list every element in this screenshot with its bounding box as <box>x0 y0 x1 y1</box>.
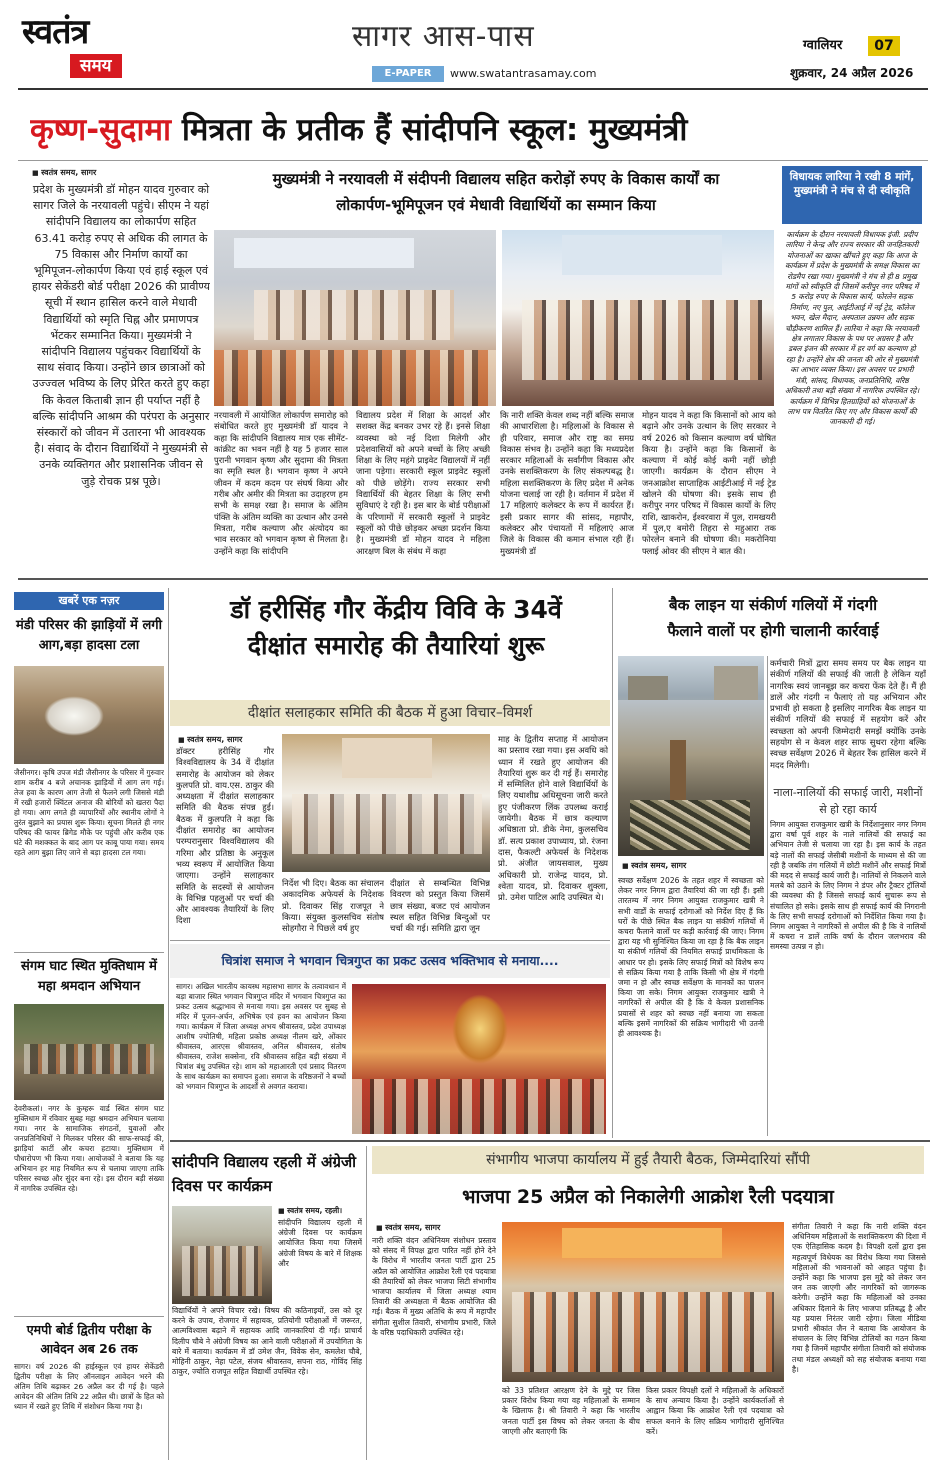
lead-subhead-line2: लोकार्पण-भूमिपूजन एवं मेधावी विद्यार्थियों का सम्मान किया <box>336 196 656 214</box>
page-number: 07 <box>868 36 900 56</box>
lead-photo-stage <box>214 230 496 406</box>
issue-date: शुक्रवार, 24 अप्रैल 2026 <box>790 66 914 80</box>
bjp-headline-1: संभागीय भाजपा कार्यालय में हुई तैयारी बैठक, जिम्मेदारियां सौंपी <box>372 1146 924 1174</box>
lead-photo-award <box>502 230 774 406</box>
section-title: सागर आस-पास <box>352 19 535 54</box>
bjp-headline-2: भाजपा 25 अप्रैल को निकालेगी आक्रोश रैली पदयात्रा <box>462 1186 834 1208</box>
cleanliness-left-col: स्वच्छ सर्वेक्षण 2026 के तहत शहर में स्वच्छता को लेकर नगर निगम द्वारा तैयारियां की जा रही हैं। इसी तारतम्य में नगर निगम आयुक्त राजकुमार खत्री ने सभी वार्डों के सफाई दरोगाओं को निर्देश दिए हैं कि घरों के पीछे स्थित बैक लाइन या संकीर्ण गलियों में कचरा फैलाने वालों पर कड़ी कार्रवाई की जाए। निगम द्वारा यह भी सुनिश्चित किया जा रहा है कि बैक लाइन या संकीर्ण गलियों की नियमित सफाई प्राथमिकता के आधार पर हो। इसके लिए सफाई मित्रों को विशेष रूप से सक्रिय किया गया है ताकि किसी भी क्षेत्र में गंदगी जमा न हो और स्वच्छ सर्वेक्षण के मानकों का पालन किया जा सके। निगम आयुक्त राजकुमार खत्री ने नागरिकों से अपील की है कि वे केवल प्रशासनिक प्रयासों से शहर को स्वच्छ नहीं बनाया जा सकता बल्कि इसमें नागरिकों की सक्रिय भागीदारी भी उतनी ही आवश्यक है। <box>618 876 764 1039</box>
left-col-rule <box>168 588 169 1460</box>
sidebar-body: कार्यक्रम के दौरान नरयावली विधायक इंजी. प्रदीप लारिया ने केन्द्र और राज्य सरकार की जनहितकारी योजनाओं का खाका खींचते हुए कहा कि आज के कार्यक्रम में प्रदेश के मुख्यमंत्री के समक्ष विकास का रोडमैप रखा गया। मुख्यमंत्री ने मंच से ही 8 प्रमुख मांगों को स्वीकृति दी जिसमें करीपुर नगर परिषद में 5 करोड़ रुपए के विकास कार्य, फोरलेन सड़क निर्माण, नए पुल, आईटीआई में नई ट्रेड, कॉलेज भवन, खेल मैदान, अस्पताल उन्नयन और सड़क चौड़ीकरण शामिल हैं। लारिया ने कहा कि नरयावली क्षेत्र लगातार विकास के पथ पर अग्रसर है और डबल इंजन की सरकार में हर वर्ग का कल्याण हो रहा है। उन्होंने क्षेत्र की जनता की ओर से मुख्यमंत्री का आभार व्यक्त किया। इस अवसर पर प्रभारी मंत्री, सांसद, विधायक, जनप्रतिनिधि, वरिष्ठ अधिकारी तथा बड़ी संख्या में नागरिक उपस्थित रहे। कार्यक्रम में विभिन्न हितग्राहियों को योजनाओं के लाभ पत्र वितरित किए गए और विकास कार्यों की जानकारी दी गई। <box>784 230 920 427</box>
brief-1-body: जैसीनगर। कृषि उपज मंडी जैसीनगर के परिसर में गुरुवार शाम करीब 4 बजे अचानक झाड़ियों में आग लग गई। तेज हवा के कारण आग तेजी से फैलने लगी जिससे मंडी में रखी हजारों क्विंटल अनाज की बोरियों को खतरा पैदा हो गया। आग लगते ही व्यापारियों और स्थानीय लोगों ने तुरंत बुझाने का प्रयास शुरू किया। सूचना मिलते ही नगर परिषद की फायर ब्रिगेड मौके पर पहुंची और करीब एक घंटे की मशक्कत के बाद आग पर काबू पाया गया। समय रहते आग बुझा लिए जाने से बड़ा हादसा टल गया। <box>14 768 164 857</box>
english-day-byline: ■ स्वतंत्र समय, रहली। <box>278 1206 342 1216</box>
lead-col-2: विद्यालय प्रदेश में शिक्षा के आदर्श और सशक्त केंद्र बनकर उभर रहे हैं। इनसे शिक्षा व्यवस्था को नई दिशा मिलेगी और प्रदेशवासियों को अपने बच्चों के लिए अच्छी शिक्षा के लिए महंगे प्राइवेट विद्यालयों में नहीं जाना पड़ेगा। सरकारी स्कूल प्राइवेट स्कूलों को पीछे छोड़ेंगे। राज्य सरकार सभी विद्यार्थियों की बेहतर शिक्षा के लिए सभी सुविधाएं दे रही है। इस बार के बोर्ड परीक्षाओं के परिणामों में सरकारी स्कूलों ने प्राइवेट स्कूलों को पीछे छोड़कर अच्छा प्रदर्शन किया है। मुख्यमंत्री डॉ मोहन यादव ने महिला आरक्षण बिल के संबंध में कहा <box>356 410 490 556</box>
convocation-col-1: डॉक्टर हरीसिंह गौर विश्वविद्यालय के 34 वें दीक्षांत समारोह के आयोजन को लेकर कुलपति प्रो. वाय.एस. ठाकुर की अध्यक्षता में दीक्षांत सलाहकार समिति की बैठक संपन्न हुई। बैठक में कुलपति ने कहा कि दीक्षांत समारोह का आयोजन परम्परानुसार विश्वविद्यालय की गरिमा और प्रतिष्ठा के अनुकूल भव्य स्वरूप में आयोजित किया जाएगा। उन्होंने सलाहकार समिति के सदस्यों से आयोजन के विभिन्न पहलुओं पर चर्चा की और आवश्यक तैयारियों के लिए दिशा <box>176 746 274 926</box>
brief-rule-1 <box>14 952 164 953</box>
bjp-col-2: को 33 प्रतिशत आरक्षण देने के मुद्दे पर जिस प्रकार विरोध किया गया वह महिलाओं के सम्मान के खिलाफ है। श्री तिवारी ने कहा कि भारतीय जनता पार्टी इस विषय को लेकर जनता के बीच जाएगी और बताएगी कि <box>502 1386 640 1436</box>
convocation-rule <box>170 940 610 941</box>
lead-col-3: कि नारी शक्ति केवल शब्द नहीं बल्कि समाज की आधारशिला है। महिलाओं के विकास से ही परिवार, समाज और राष्ट्र का समग्र विकास संभव है। उन्होंने कहा कि मध्यप्रदेश सरकार महिलाओं के सर्वांगीण विकास और उनके सशक्तिकरण के लिए संकल्पबद्ध है। महिला सशक्तिकरण के लिए प्रदेश में अनेक योजना चलाई जा रही है। वर्तमान में प्रदेश में 17 महिलाएं कलेक्टर के रूप में कार्यरत हैं। इसी प्रकार सागर की सांसद, महापौर, कलेक्टर और पंचायतों में महिलाएं आज जिले के विकास की कमान संभाल रही हैं। मुख्यमंत्री डॉ <box>500 410 634 556</box>
bjp-right-col: संगीता तिवारी ने कहा कि नारी शक्ति वंदन अधिनियम महिलाओं के सशक्तिकरण की दिशा में एक ऐतिहासिक कदम है। विपक्षी दलों द्वारा इस महत्वपूर्ण विधेयक का विरोध किया गया जिससे महिलाओं की भावनाओं को आहत पहुंचा है। उन्होंने कहा कि भाजपा इस मुद्दे को लेकर जन जन तक जाएगी और नागरिकों को जागरूक करेगी। उन्होंने कहा कि महिलाओं को उनका अधिकार दिलाने के लिए भाजपा प्रतिबद्ध है और यह प्रयास निरंतर जारी रहेगा। जिला मीडिया प्रभारी श्रीकांत जैन ने बताया कि आयोजन के संचालन के लिए विभिन्न टोलियों का गठन किया गया है जिनमें महापौर संगीता तिवारी को संयोजक तथा मंडल अध्यक्षों को सह संयोजक बनाया गया है। <box>792 1222 926 1374</box>
masthead-rule <box>18 88 928 90</box>
convocation-headline <box>176 592 616 664</box>
bjp-col-3: किस प्रकार विपक्षी दलों ने महिलाओं के अधिकारों के साथ अन्याय किया है। उन्होंने कार्यकर्ताओं से आह्वान किया कि आक्रोश रैली एवं पदयात्रा को सफल बनाने के लिए सक्रिय भागीदारी सुनिश्चित करें। <box>646 1386 784 1436</box>
lead-subhead <box>218 166 774 218</box>
brief-1-headline: मंडी परिसर की झाड़ियों में लगी आग,बड़ा हादसा टला <box>16 618 162 653</box>
bjp-col-1: नारी शक्ति वंदन अधिनियम संशोधन प्रस्ताव को संसद में विपक्ष द्वारा पारित नहीं होने देने के विरोध में भारतीय जनता पार्टी द्वारा 25 अप्रैल को आयोजित आक्रोश रैली एवं पदयात्रा की तैयारियों को लेकर भाजपा सिटी संभागीय भाजपा कार्यालय में जिला अध्यक्ष श्याम तिवारी की अध्यक्षता में बैठक आयोजित की गई। बैठक में मुख्य अतिथि के रूप में महापौर संगीता सुशील तिवारी, संभागीय प्रभारी, जिले के वरिष्ठ पदाधिकारी उपस्थित रहे। <box>372 1236 496 1337</box>
english-day-body: विद्यार्थियों ने अपने विचार रखे। विषय की कठिनाइयों, उस को दूर करने के उपाय, रोजगार में सहायक, प्रतियोगी परीक्षाओं में जरूरत, आत्मविश्वास बढ़ाने में सहायक आदि जानकारियां दी गईं। प्राचार्य दिलीप चौबे ने अंग्रेजी विषय का आने वाली परीक्षाओं में उपयोगिता के बारे में बताया। कार्यक्रम में डॉ उमेश जैन, विवेक सेन, कमलेश चौबे, मोहिनी ठाकुर, नेहा पटेल, संजय श्रीवास्तव, सपना राठ, गोविंद सिंह ठाकुर, ज्योति राजपूत सहित विद्यार्थी उपस्थित रहे। <box>172 1306 362 1377</box>
convocation-col-2: माह के द्वितीय सप्ताह में आयोजन का प्रस्ताव रखा गया। इस अवधि को ध्यान में रखते हुए आयोजन की तैयारियां शुरू कर दी गई हैं। समारोह में सम्मिलित होने वाले विद्यार्थियों के लिए यथाशीघ्र अधिसूचना जारी करते हुए पंजीकरण लिंक उपलब्ध कराई जायेगी। बैठक में छात्र कल्याण अधिष्ठाता प्रो. डीके नेमा, कुलसचिव डॉ. सत्य प्रकाश उपाध्याय, प्रो. रंजना दास, फैकल्टी अफेयर्स के निदेशक प्रो. अंजीत जायसवाल, मुख्य अधिकारी प्रो. राजेन्द्र यादव, प्रो. श्वेता यादव, प्रो. दिवाकर शुक्ला, प्रो. उमेश पाटिल आदि उपस्थित थे। <box>498 734 608 903</box>
cleanliness-headline-line1: बैक लाइन या संकीर्ण गलियों में गंदगी <box>668 596 878 614</box>
bjp-photo <box>502 1222 784 1382</box>
brief-2-photo <box>14 1004 164 1100</box>
brief-3-body: सागर। वर्ष 2026 की हाईस्कूल एवं हायर सेकेंडरी द्वितीय परीक्षा के लिए ऑनलाइन आवेदन भरने की अंतिम तिथि बढ़ाकर 26 अप्रैल कर दी गई है। पहले आवेदन की अंतिम तिथि 22 अप्रैल थी। छात्रों के हित को ध्यान में रखते हुए तिथि में संशोधन किया गया है। <box>14 1362 164 1411</box>
lead-byline: ■ स्वतंत्र समय, सागर <box>32 167 96 178</box>
lead-col-4: मोहन यादव ने कहा कि किसानों को आय को बढ़ाने और उनके उत्थान के लिए सरकार ने वर्ष 2026 को किसान कल्याण वर्ष घोषित किया है। उन्होंने कहा कि किसानों के कल्याण में कोई कोई कमी नहीं छोड़ी जाएगी। कार्यक्रम के दौरान सीएम ने जनआक्रोश साप्ताहिक आईटीआई में नई ट्रेड खोलने की घोषणा की। इसके साथ ही करीपुर नगर परिषद में विकास कार्यों के लिए राशि, खाकरोन, ईश्वरवारा में पुल, रामखयरी में पुल,ए बमोरी तिहरा से महुआरा तक फोरलेन बनाने की घोषणा की। मकरोनिया फ्लाई ओवर की सीएम ने बात की। <box>642 410 776 556</box>
logo-top-text: स्वतंत्र <box>22 12 89 52</box>
chitransh-photo <box>352 984 606 1134</box>
logo <box>22 12 152 84</box>
english-day-photo <box>172 1206 272 1304</box>
brief-2-headline: संगम घाट स्थित मुक्तिधाम में महा श्रमदान अभियान <box>21 959 157 994</box>
lead-headline-rest: मित्रता के प्रतीक हैं सांदीपनि स्कूल: मुख्यमंत्री <box>171 112 688 148</box>
lead-rule <box>18 160 928 161</box>
lead-subhead-line1: मुख्यमंत्री ने नरयावली में संदीपनी विद्यालय सहित करोड़ों रुपए के विकास कार्यों का <box>272 170 720 188</box>
lead-headline-highlight: कृष्ण-सुदामा <box>30 112 172 148</box>
convocation-headline-line1: डॉ हरीसिंह गौर केंद्रीय विवि के 34वें <box>230 595 562 624</box>
brief-2-body: देवरीकलां। नगर के कुम्हरू वार्ड स्थित संगम घाट मुक्तिधाम में रविवार सुबह महा श्रमदान अभियान चलाया गया। नगर के सामाजिक संगठनों, युवाओं और जनप्रतिनिधियों ने मिलकर परिसर की साफ-सफाई की, झाड़ियां काटीं और कचरा हटाया। मुक्तिधाम में पौधारोपण भी किया गया। आयोजकों ने बताया कि यह अभियान हर माह नियमित रूप से चलाया जाएगा ताकि परिसर स्वच्छ और सुंदर बना रहे। इस दौरान बड़ी संख्या में नागरिक उपस्थित रहे। <box>14 1104 164 1193</box>
english-day-intro: सांदीपनि विद्यालय रहली में अंग्रेजी दिवस पर कार्यक्रम आयोजित किया गया जिसमें अंग्रेजी विषय के बारे में शिक्षक और <box>278 1218 362 1268</box>
lead-intro: प्रदेश के मुख्यमंत्री डॉ मोहन यादव गुरुवार को सागर जिले के नरयावली पहुंचे। सीएम ने यहां सांदीपनि विद्यालय का लोकार्पण सहित 63.41 करोड़ रुपए से अधिक की लागत के 75 विकास और निर्माण कार्यों का भूमिपूजन-लोकार्पण किया एवं हाई स्कूल एवं हायर सेकेंडरी बोर्ड परीक्षा 2026 की प्रावीण्य सूची में स्थान हासिल करने वाले मेधावी विद्यार्थियों को स्मृति चिह्न और प्रमाणपत्र भेंटकर सम्मानित किया। मुख्यमंत्री ने सांदीपनि विद्यालय पहुंचकर विद्यार्थियों के साथ संवाद किया। उन्होंने छात्र छात्राओं को उज्ज्वल भविष्य के लिए प्रेरित करते हुए कहा कि केवल किताबी ज्ञान ही पर्याप्त नहीं है बल्कि सांदीपनि आश्रम की परंपरा के अनुसार संस्कारों को जीवन में उतारना भी आवश्यक है। संवाद के दौरान विद्यार्थियों ने मुख्यमंत्री से उनके व्यक्तिगत और प्रशासनिक जीवन से जुड़े रोचक प्रश्न पूछे। <box>32 183 210 488</box>
convocation-right-rule <box>612 588 613 1138</box>
chitransh-headline: चित्रांश समाज ने भगवान चित्रगुप्त का प्रकट उत्सव भक्तिभाव से मनाया.... <box>170 944 610 978</box>
sidebar-box <box>782 166 922 570</box>
convocation-headline-line2: दीक्षांत समारोह की तैयारियां शुरू <box>247 631 545 660</box>
sidebar-headline: विधायक लारिया ने रखी 8 मांगें, मुख्यमंत्री ने मंच से दी स्वीकृति <box>782 166 922 224</box>
cleanliness-headline-line2: फैलाने वालों पर होगी चालानी कार्रवाई <box>667 622 879 640</box>
website-link[interactable]: www.swatantrasamay.com <box>450 67 597 80</box>
convocation-col-3: निर्देश भी दिए। बैठक का संचालन अकादमिक अफेयर्स के निदेशक प्रो. दिवाकर सिंह राजपूत ने किया। संयुक्त कुलसचिव संतोष सोहगौरा ने पिछले वर्ष हुए <box>282 878 384 934</box>
cleanliness-subhead-2: नाला-नालियों की सफाई जारी, मशीनों से हो रहा कार्य <box>773 786 923 816</box>
brief-3-headline: एमपी बोर्ड द्वितीय परीक्षा के आवेदन अब 26 तक <box>26 1322 152 1356</box>
brief-label: खबरें एक नज़र <box>14 592 164 610</box>
cleanliness-headline <box>618 592 928 644</box>
lead-headline <box>30 108 920 152</box>
lead-bottom-rule <box>18 578 928 580</box>
english-day-rule <box>366 1146 367 1460</box>
lead-col-1: नरयावली में आयोजित लोकार्पण समारोह को संबोधित करते हुए मुख्यमंत्री डॉ यादव ने कहा कि सांदीपनि विद्यालय मात्र एक सीमेंट-कांक्रीट का भवन नहीं है यह 5 हजार साल पुरानी भगवान कृष्ण और सुदामा की मित्रता का स्मृति स्थल है। भगवान कृष्ण ने अपने जीवन में कदम कदम पर संघर्ष किया और गरीब और अमीर की मित्रता का उदाहरण हम सभी के समक्ष रखा है। समाज के अंतिम पंक्ति के अंतिम व्यक्ति का उत्थान और उनसे मित्रता, गरीब कल्याण और अंत्योदय का भाव सरकार को भगवान कृष्ण से मिलता है। उन्होंने कहा कि सांदीपनि <box>214 410 348 556</box>
logo-bottom-text: समय <box>70 54 122 78</box>
convocation-subhead: दीक्षांत सलाहकार समिति की बैठक में हुआ विचार–विमर्श <box>170 700 610 726</box>
city-label: ग्वालियर <box>803 38 843 53</box>
brief-1-photo <box>14 666 164 764</box>
chitransh-body: सागर। अखिल भारतीय कायस्थ महासभा सागर के तत्वावधान में बड़ा बाजार स्थित भगवान चित्रगुप्त मंदिर में भगवान चित्रगुप्त का प्रकट उत्सव श्रद्धाभाव से मनाया गया। इस अवसर पर सुबह से मंदिर में पूजन-अर्चन, अभिषेक एवं हवन का आयोजन किया गया। कार्यक्रम में जिला अध्यक्ष अभय श्रीवास्तव, प्रदेश उपाध्यक्ष आशीष ज्योतिषी, महिला प्रकोष्ठ अध्यक्ष नीलम खरे, ओंकार श्रीवास्तव, आरएस श्रीवास्तव, अनिल श्रीवास्तव, संतोष श्रीवास्तव, राजेश सक्सेना, रवि श्रीवास्तव सहित बड़ी संख्या में चित्रांश बंधु उपस्थित रहे। शाम को महाआरती एवं प्रसाद वितरण के साथ कार्यक्रम का समापन हुआ। समाज के वरिष्ठजनों ने बच्चों को भगवान चित्रगुप्त के आदर्शों से अवगत कराया। <box>176 982 346 1091</box>
cleanliness-photo-3 <box>618 700 764 856</box>
convocation-col-4: दीक्षांत से सम्बन्धित विभिन्न विवरण को प्रस्तुत किया जिसमें छात्र संख्या, बजट एवं आयोजन स्थल सहित विभिन्न बिन्दुओं पर चर्चा की गई। समिति द्वारा जून <box>390 878 490 934</box>
convocation-photo <box>282 734 490 872</box>
epaper-badge: E-PAPER <box>372 66 444 82</box>
cleanliness-mid-rule <box>767 656 768 1136</box>
brief-rule-2 <box>14 1316 164 1317</box>
cleanliness-right-col-2: निगम आयुक्त राजकुमार खत्री के निर्देशानुसार नगर निगम द्वारा वर्षा पूर्व शहर के नाले नालियों की सफाई का अभियान तेजी से चलाया जा रहा है। इस कार्य के तहत बड़े नालों की सफाई जेसीबी मशीनों के माध्यम से की जा रही है जबकि तंग गलियों में छोटी मशीनें और सफाई मित्रों की मदद से सफाई कार्य जारी है। नालियों से निकलने वाले मलबे को उठाने के लिए निगम ने डंपर और ट्रैक्टर ट्रॉलियों की व्यवस्था की है जिससे सफाई कार्य सुचारू रूप से संचालित हो सके। इसके साथ ही सफाई कार्य की निगरानी के लिए सभी सफाई दरोगाओं को निर्देशित किया गया है। निगम आयुक्त ने नागरिकों से अपील की है कि वे नालियों में कचरा न डालें ताकि वर्षा के दौरान जलभराव की समस्या उत्पन्न न हो। <box>770 820 926 952</box>
chitransh-rule <box>170 1140 930 1142</box>
cleanliness-byline: ■ स्वतंत्र समय, सागर <box>622 860 686 871</box>
bjp-byline: ■ स्वतंत्र समय, सागर <box>376 1222 440 1233</box>
cleanliness-right-col: कर्मचारी मित्रों द्वारा समय समय पर बैक लाइन या संकीर्ण गलियों की सफाई की जाती है लेकिन यहाँ नागरिक स्वयं जानबूझ कर कचरा फेंक देते हैं। मैं ही डालें और गंदगी न फैलाएं तो यह अभियान और प्रभावी हो सकता है इसलिए नागरिक बैक लाइन या संकीर्ण गलियों की सफाई में सहयोग करें और स्वच्छता को अपनी जिम्मेदारी समझें क्योंकि उनके सहयोग से न केवल शहर साफ सुथरा रहेगा बल्कि स्वच्छ सर्वेक्षण 2026 में बेहतर रैंक हासिल करने में मदद मिलेगी। <box>770 658 926 770</box>
convocation-byline: ■ स्वतंत्र समय, सागर <box>178 734 242 745</box>
english-day-headline: सांदीपनि विद्यालय रहली में अंग्रेजी दिवस पर कार्यक्रम <box>172 1153 356 1195</box>
masthead <box>0 0 945 90</box>
